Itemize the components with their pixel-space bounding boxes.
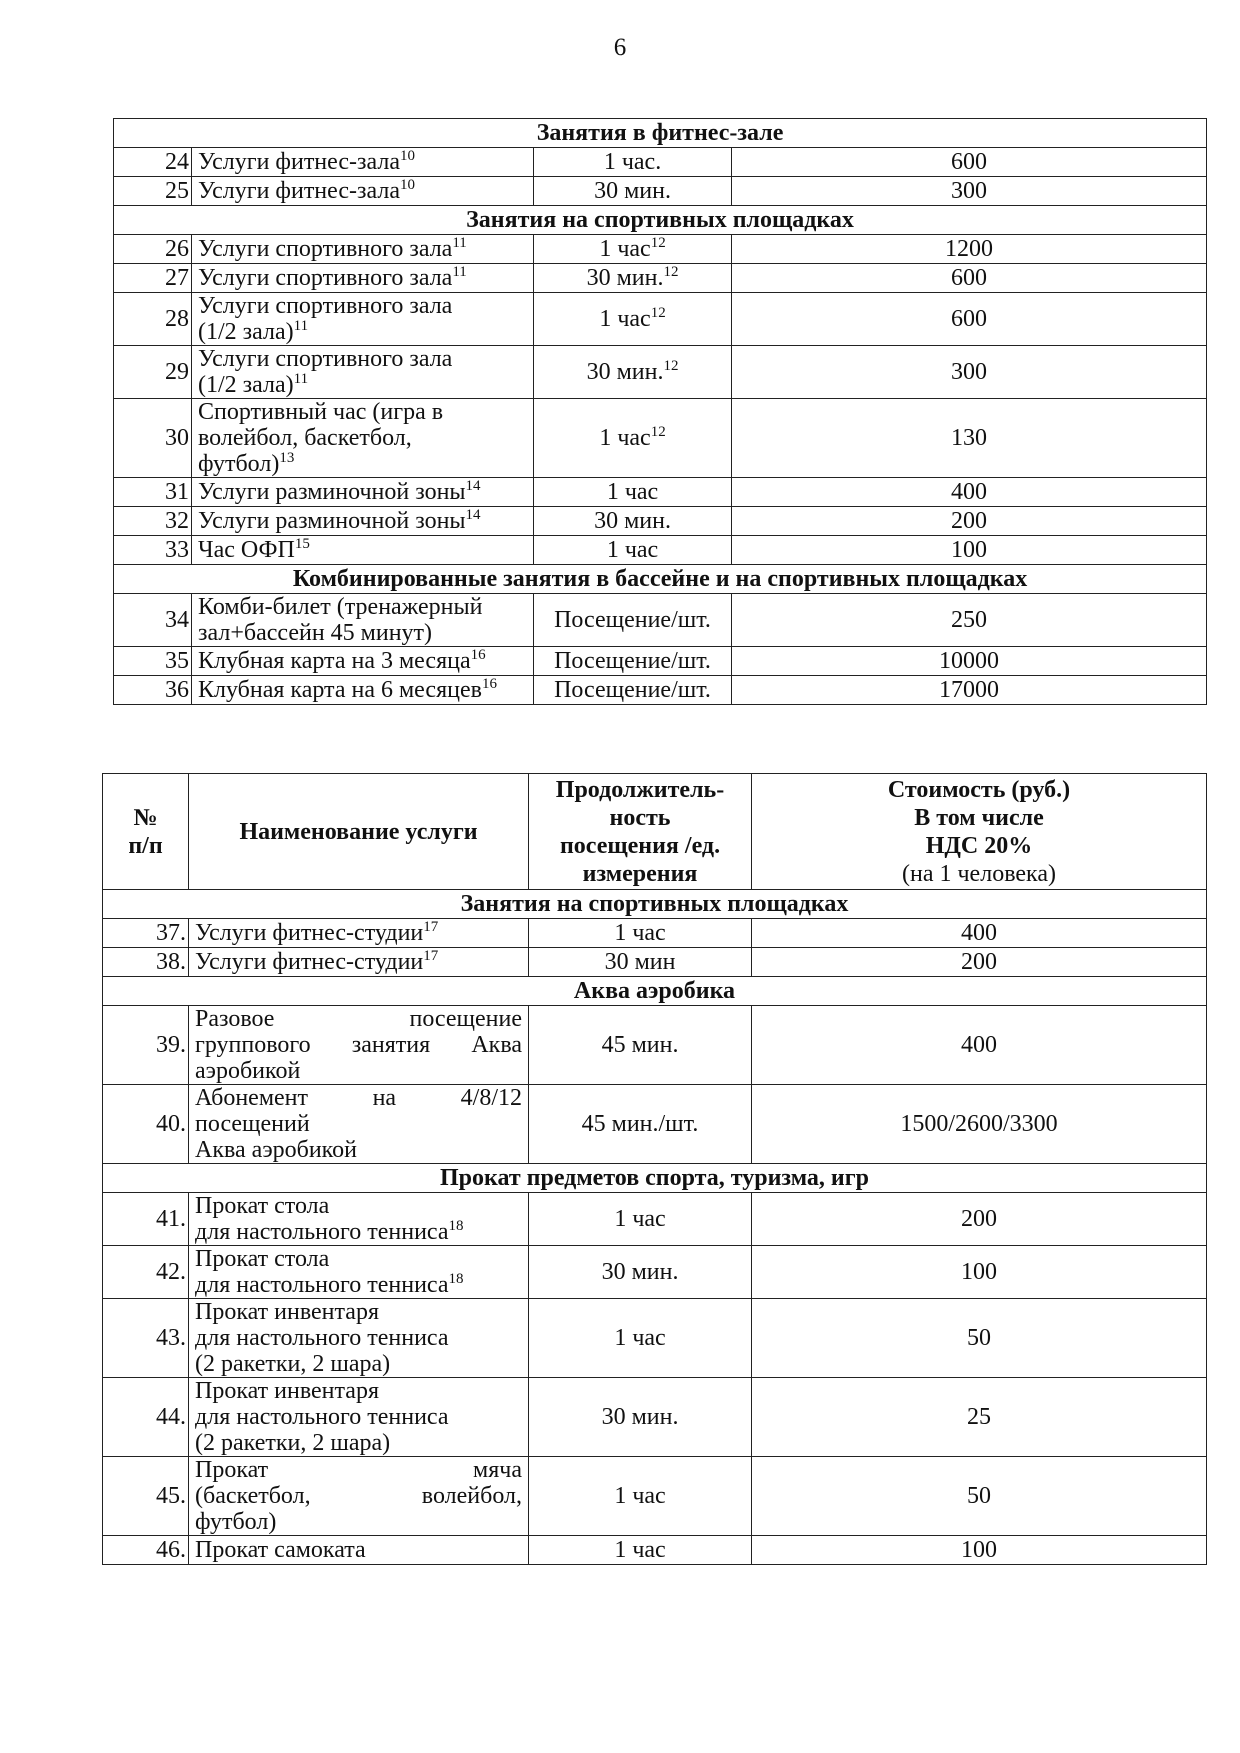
duration: 1 час. bbox=[534, 148, 732, 177]
price: 130 bbox=[732, 399, 1207, 478]
service-name-line: посещений bbox=[195, 1111, 310, 1137]
service-name-line: Услуги разминочной зоны$^{14}$ bbox=[198, 507, 481, 534]
service-name bbox=[192, 235, 534, 264]
duration: 1 час$^{12}$ bbox=[534, 293, 732, 346]
table-row bbox=[103, 1299, 1207, 1378]
duration: 1 час bbox=[529, 919, 752, 948]
footnote-ref: 17 bbox=[423, 919, 439, 935]
price: 600 bbox=[732, 264, 1207, 293]
table-row bbox=[114, 507, 1207, 536]
service-name-line: Час ОФП$^{15}$ bbox=[198, 536, 310, 563]
duration: 1 час bbox=[529, 1457, 752, 1536]
header-price: Стоимость (руб.) В том числе НДС 20% (на 1 человека) bbox=[752, 774, 1207, 890]
footnote-ref: 11 bbox=[293, 371, 309, 387]
price: 17000 bbox=[732, 676, 1207, 705]
service-name-line: Клубная карта на 6 месяцев$^{16}$ bbox=[198, 676, 497, 703]
duration: Посещение/шт. bbox=[534, 594, 732, 647]
footnote-ref: 12 bbox=[650, 235, 666, 251]
service-name bbox=[192, 148, 534, 177]
table-row bbox=[103, 1246, 1207, 1299]
header-name: Наименование услуги bbox=[189, 774, 529, 890]
price: 400 bbox=[752, 919, 1207, 948]
service-name-line: Прокат инвентаря bbox=[195, 1299, 379, 1325]
section-row bbox=[103, 977, 1207, 1006]
duration: 1 час bbox=[534, 536, 732, 565]
row-number: 45. bbox=[103, 1457, 189, 1536]
service-name-line: Услуги фитнес-студии$^{17}$ bbox=[195, 948, 439, 975]
footnote-ref: 17 bbox=[423, 948, 439, 964]
price: 1200 bbox=[732, 235, 1207, 264]
section-title: Комбинированные занятия в бассейне и на спортивных площадках bbox=[114, 565, 1207, 594]
price: 100 bbox=[752, 1536, 1207, 1565]
row-number: 38. bbox=[103, 948, 189, 977]
table-row bbox=[114, 177, 1207, 206]
duration: 1 час$^{12}$ bbox=[534, 399, 732, 478]
table-row bbox=[114, 148, 1207, 177]
service-name bbox=[189, 1246, 529, 1299]
price: 200 bbox=[752, 948, 1207, 977]
row-number: 43. bbox=[103, 1299, 189, 1378]
table-row bbox=[103, 1378, 1207, 1457]
price: 600 bbox=[732, 148, 1207, 177]
service-name-line: волейбол, баскетбол, bbox=[198, 425, 412, 451]
duration: 45 мин./шт. bbox=[529, 1085, 752, 1164]
service-name-line: (2 ракетки, 2 шара) bbox=[195, 1351, 391, 1377]
service-name bbox=[189, 1085, 529, 1164]
service-name-line: Комби-билет (тренажерный bbox=[198, 594, 483, 620]
service-name-line: Прокат самоката bbox=[195, 1537, 366, 1563]
service-name bbox=[192, 346, 534, 399]
section-title: Занятия на спортивных площадках bbox=[114, 206, 1207, 235]
footnote-ref: 12 bbox=[650, 424, 666, 440]
service-name-line: футбол) bbox=[195, 1509, 277, 1535]
row-number: 40. bbox=[103, 1085, 189, 1164]
service-name-line: (баскетбол, волейбол, bbox=[195, 1483, 522, 1509]
service-name bbox=[192, 177, 534, 206]
service-name-line: Услуги спортивного зала bbox=[198, 293, 453, 319]
footnote-ref: 14 bbox=[465, 507, 481, 523]
footnote-ref: 13 bbox=[279, 450, 295, 466]
price: 50 bbox=[752, 1299, 1207, 1378]
service-name-line: Услуги спортивного зала$^{11}$ bbox=[198, 264, 467, 291]
service-name bbox=[189, 1457, 529, 1536]
table-row bbox=[103, 948, 1207, 977]
service-name-line: Услуги фитнес-студии$^{17}$ bbox=[195, 919, 439, 946]
footnote-ref: 16 bbox=[481, 676, 497, 692]
row-number: 27 bbox=[114, 264, 192, 293]
service-name-line: для настольного тенниса$^{18}$ bbox=[195, 1271, 464, 1298]
footnote-ref: 15 bbox=[294, 536, 310, 552]
duration: 30 мин. bbox=[534, 177, 732, 206]
price: 50 bbox=[752, 1457, 1207, 1536]
price: 300 bbox=[732, 346, 1207, 399]
service-name-line: Абонемент на 4/8/12 bbox=[195, 1085, 522, 1111]
footnote-ref: 14 bbox=[465, 478, 481, 494]
table-row bbox=[114, 346, 1207, 399]
service-name bbox=[192, 647, 534, 676]
row-number: 32 bbox=[114, 507, 192, 536]
row-number: 37. bbox=[103, 919, 189, 948]
duration: 1 час bbox=[534, 478, 732, 507]
service-name-line: Услуги разминочной зоны$^{14}$ bbox=[198, 478, 481, 505]
footnote-ref: 16 bbox=[470, 647, 486, 663]
section-row bbox=[114, 206, 1207, 235]
price: 100 bbox=[732, 536, 1207, 565]
price: 10000 bbox=[732, 647, 1207, 676]
service-name bbox=[189, 948, 529, 977]
service-name bbox=[192, 399, 534, 478]
service-name-line: Аква аэробикой bbox=[195, 1137, 357, 1163]
service-name-line: Клубная карта на 3 месяца$^{16}$ bbox=[198, 647, 486, 674]
row-number: 33 bbox=[114, 536, 192, 565]
table-row bbox=[114, 399, 1207, 478]
price: 100 bbox=[752, 1246, 1207, 1299]
row-number: 26 bbox=[114, 235, 192, 264]
price: 400 bbox=[752, 1006, 1207, 1085]
row-number: 42. bbox=[103, 1246, 189, 1299]
service-name bbox=[189, 1378, 529, 1457]
service-name bbox=[192, 293, 534, 346]
footnote-ref: 11 bbox=[452, 264, 467, 280]
row-number: 46. bbox=[103, 1536, 189, 1565]
service-name-line: Услуги спортивного зала bbox=[198, 346, 453, 372]
duration: 30 мин. bbox=[534, 507, 732, 536]
service-name-line: зал+бассейн 45 минут) bbox=[198, 620, 433, 646]
price-table-1 bbox=[113, 118, 1207, 705]
footnote-ref: 11 bbox=[452, 235, 467, 251]
section-row bbox=[114, 119, 1207, 148]
footnote-ref: 18 bbox=[448, 1218, 464, 1234]
duration: 1 час$^{12}$ bbox=[534, 235, 732, 264]
service-name bbox=[192, 676, 534, 705]
table-row bbox=[114, 478, 1207, 507]
table-row bbox=[114, 235, 1207, 264]
duration: Посещение/шт. bbox=[534, 676, 732, 705]
service-name bbox=[189, 1299, 529, 1378]
service-name-line: Спортивный час (игра в bbox=[198, 399, 444, 425]
footnote-ref: 11 bbox=[293, 318, 309, 334]
table-row bbox=[114, 536, 1207, 565]
duration: Посещение/шт. bbox=[534, 647, 732, 676]
row-number: 30 bbox=[114, 399, 192, 478]
table-row bbox=[114, 676, 1207, 705]
service-name-line: для настольного тенниса bbox=[195, 1325, 449, 1351]
service-name bbox=[192, 507, 534, 536]
table-row bbox=[103, 919, 1207, 948]
footnote-ref: 10 bbox=[400, 177, 416, 193]
table-row bbox=[114, 594, 1207, 647]
service-name bbox=[192, 478, 534, 507]
service-name-line: для настольного тенниса$^{18}$ bbox=[195, 1218, 464, 1245]
service-name-line: Услуги фитнес-зала$^{10}$ bbox=[198, 177, 416, 204]
service-name bbox=[189, 919, 529, 948]
service-name-line: (1/2 зала)$^{11}$ bbox=[198, 318, 309, 345]
service-name-line: для настольного тенниса bbox=[195, 1404, 449, 1430]
duration: 1 час bbox=[529, 1536, 752, 1565]
service-name bbox=[192, 264, 534, 293]
section-title: Аква аэробика bbox=[103, 977, 1207, 1006]
duration: 1 час bbox=[529, 1193, 752, 1246]
row-number: 35 bbox=[114, 647, 192, 676]
page-number: 6 bbox=[613, 34, 627, 61]
section-title: Занятия в фитнес-зале bbox=[114, 119, 1207, 148]
service-name-line: Прокат инвентаря bbox=[195, 1378, 379, 1404]
service-name-line: Услуги спортивного зала$^{11}$ bbox=[198, 235, 467, 262]
row-number: 39. bbox=[103, 1006, 189, 1085]
service-name-line: Прокат стола bbox=[195, 1193, 330, 1219]
footnote-ref: 12 bbox=[663, 358, 679, 374]
row-number: 41. bbox=[103, 1193, 189, 1246]
row-number: 44. bbox=[103, 1378, 189, 1457]
service-name-line: группового занятия Аква bbox=[195, 1032, 522, 1058]
price: 200 bbox=[752, 1193, 1207, 1246]
duration: 30 мин.$^{12}$ bbox=[534, 264, 732, 293]
section-row bbox=[103, 890, 1207, 919]
service-name-line: Разовое посещение bbox=[195, 1006, 522, 1032]
row-number: 34 bbox=[114, 594, 192, 647]
section-title: Занятия на спортивных площадках bbox=[103, 890, 1207, 919]
header-duration: Продолжитель- ность посещения /ед. измерения bbox=[529, 774, 752, 890]
service-name-line: (2 ракетки, 2 шара) bbox=[195, 1430, 391, 1456]
price: 1500/2600/3300 bbox=[752, 1085, 1207, 1164]
duration: 30 мин. bbox=[529, 1246, 752, 1299]
duration: 30 мин bbox=[529, 948, 752, 977]
price: 25 bbox=[752, 1378, 1207, 1457]
row-number: 25 bbox=[114, 177, 192, 206]
service-name bbox=[189, 1536, 529, 1565]
price: 200 bbox=[732, 507, 1207, 536]
footnote-ref: 12 bbox=[650, 305, 666, 321]
service-name bbox=[192, 594, 534, 647]
price: 400 bbox=[732, 478, 1207, 507]
service-name-line: Услуги фитнес-зала$^{10}$ bbox=[198, 148, 416, 175]
table-row bbox=[103, 1006, 1207, 1085]
service-name bbox=[192, 536, 534, 565]
table-row bbox=[114, 647, 1207, 676]
price: 600 bbox=[732, 293, 1207, 346]
footnote-ref: 10 bbox=[400, 148, 416, 164]
price: 300 bbox=[732, 177, 1207, 206]
row-number: 28 bbox=[114, 293, 192, 346]
row-number: 36 bbox=[114, 676, 192, 705]
footnote-ref: 12 bbox=[663, 264, 679, 280]
table-row bbox=[114, 264, 1207, 293]
price: 250 bbox=[732, 594, 1207, 647]
table-row bbox=[103, 1193, 1207, 1246]
price-table-2 bbox=[102, 773, 1207, 1565]
section-row bbox=[114, 565, 1207, 594]
duration: 30 мин. bbox=[529, 1378, 752, 1457]
row-number: 29 bbox=[114, 346, 192, 399]
service-name-line: аэробикой bbox=[195, 1058, 301, 1084]
service-name-line: Прокат стола bbox=[195, 1246, 330, 1272]
row-number: 31 bbox=[114, 478, 192, 507]
section-title: Прокат предметов спорта, туризма, игр bbox=[103, 1164, 1207, 1193]
header-num: № п/п bbox=[103, 774, 189, 890]
service-name-line: Прокат мяча bbox=[195, 1457, 522, 1483]
service-name bbox=[189, 1006, 529, 1085]
section-row bbox=[103, 1164, 1207, 1193]
service-name-line: футбол)$^{13}$ bbox=[198, 450, 295, 477]
table-row bbox=[103, 1536, 1207, 1565]
table-row bbox=[103, 1085, 1207, 1164]
service-name-line: (1/2 зала)$^{11}$ bbox=[198, 371, 309, 398]
table-row bbox=[103, 1457, 1207, 1536]
duration: 30 мин.$^{12}$ bbox=[534, 346, 732, 399]
duration: 1 час bbox=[529, 1299, 752, 1378]
duration: 45 мин. bbox=[529, 1006, 752, 1085]
table-row bbox=[114, 293, 1207, 346]
footnote-ref: 18 bbox=[448, 1271, 464, 1287]
service-name bbox=[189, 1193, 529, 1246]
row-number: 24 bbox=[114, 148, 192, 177]
